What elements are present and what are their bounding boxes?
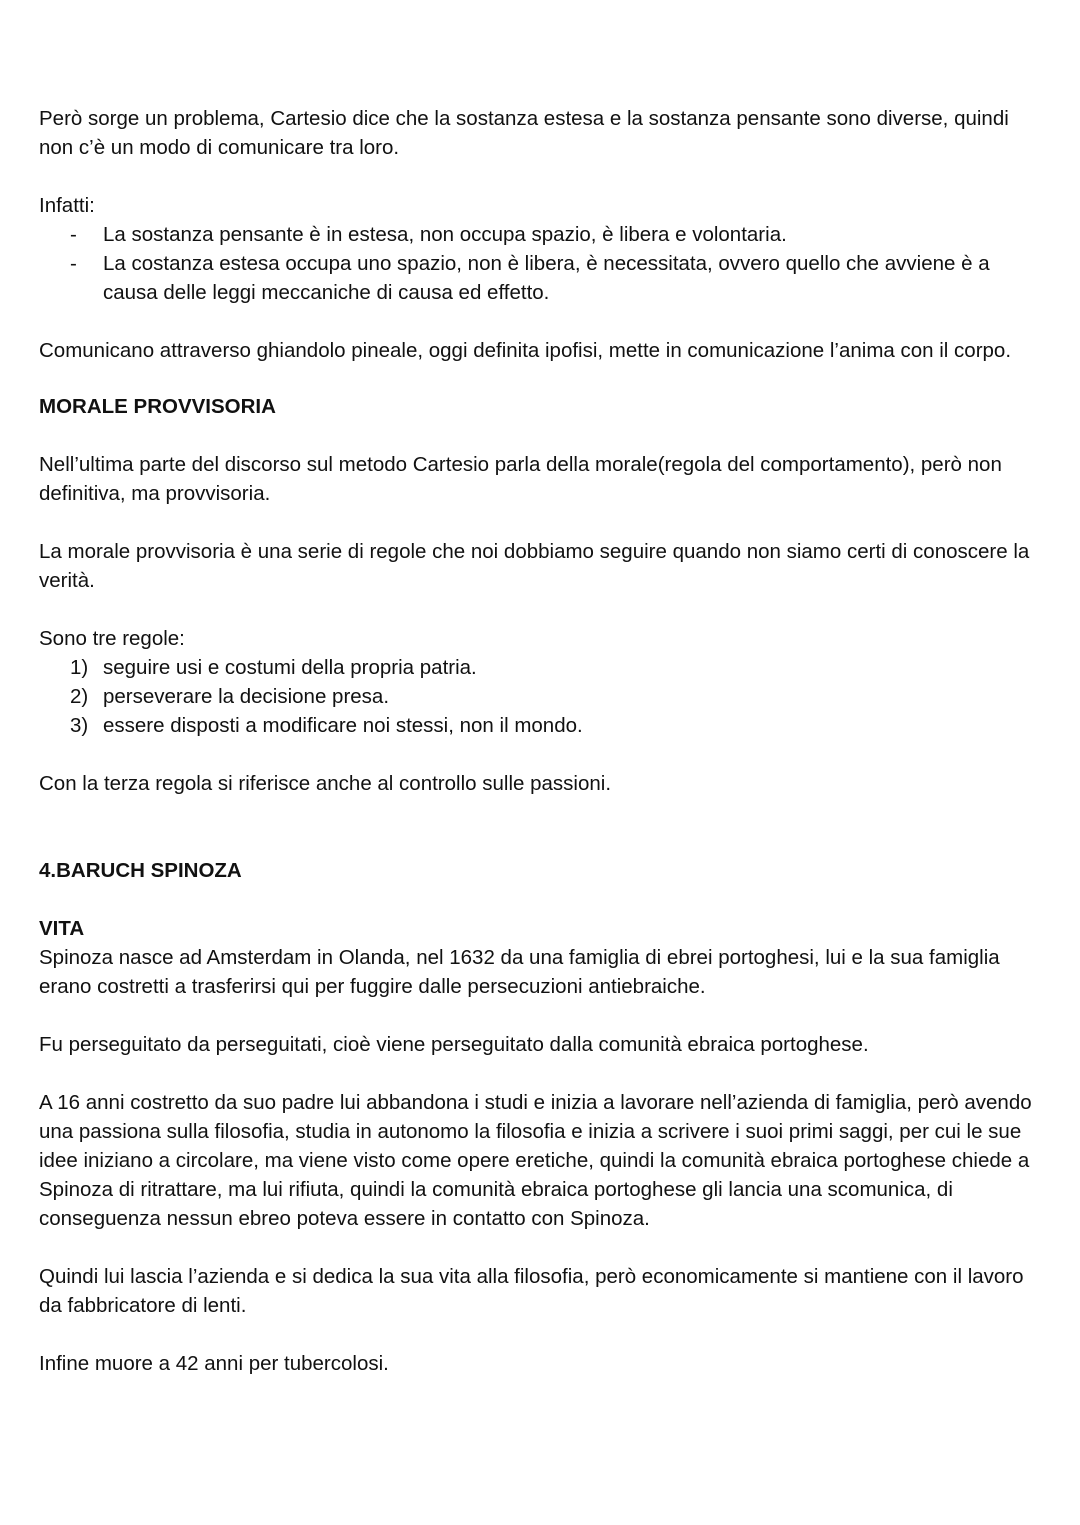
vita-heading: VITA (39, 917, 85, 940)
vita-paragraph-1: Spinoza nasce ad Amsterdam in Olanda, nel 1632 da una famiglia di ebrei portoghesi, lui e la sua famiglia erano costretti a trasferirsi qui per fuggire dalle persecuzioni antiebraiche. (39, 946, 1000, 998)
rule-number: 2) (70, 685, 89, 708)
rule-text: essere disposti a modificare noi stessi, non il mondo. (103, 714, 583, 737)
list-item-text: La costanza estesa occupa uno spazio, non è libera, è necessitata, ovvero quello che avviene è a causa delle leggi meccaniche di causa ed effetto. (103, 252, 990, 304)
list-item (39, 711, 1044, 740)
dash-marker: - (70, 223, 77, 246)
list-item-text: La sostanza pensante è in estesa, non occupa spazio, è libera e volontaria. (103, 223, 787, 246)
rule-text: perseverare la decisione presa. (103, 685, 390, 708)
spinoza-heading: 4.BARUCH SPINOZA (39, 859, 242, 882)
vita-paragraph-4: Quindi lui lascia l’azienda e si dedica la sua vita alla filosofia, però economicamente si mantiene con il lavoro da fabbricatore di lenti. (39, 1265, 1024, 1317)
vita-paragraph-2: Fu perseguitato da perseguitati, cioè viene perseguitato dalla comunità ebraica portoghese. (39, 1033, 869, 1056)
rule-number: 1) (70, 656, 89, 679)
morale-paragraph-1: Nell’ultima parte del discorso sul metodo Cartesio parla della morale(regola del comportamento), però non definitiva, ma provvisoria. (39, 453, 1002, 505)
morale-paragraph-2: La morale provvisoria è una serie di regole che noi dobbiamo seguire quando non siamo certi di conoscere la verità. (39, 540, 1030, 592)
list-item (39, 653, 1044, 682)
infatti-label: Infatti: (39, 194, 95, 217)
passions-paragraph: Con la terza regola si riferisce anche al controllo sulle passioni. (39, 772, 612, 795)
intro-paragraph: Però sorge un problema, Cartesio dice che la sostanza estesa e la sostanza pensante sono diverse, quindi non c’è un modo di comunicare tra loro. (39, 107, 1009, 159)
rules-list (39, 653, 1044, 740)
document-page (39, 104, 1044, 1378)
rule-number: 3) (70, 714, 89, 737)
dash-marker: - (70, 252, 77, 275)
vita-paragraph-3: A 16 anni costretto da suo padre lui abbandona i studi e inizia a lavorare nell’azienda di famiglia, però avendo una passiona sulla filosofia, studia in autonomo la filosofia e inizia a scrivere i suoi primi saggi, per cui le sue idee iniziano a circolare, ma viene visto come opere eretiche, quindi la comunità ebraica portoghese chiede a Spinoza di ritrattare, ma lui rifiuta, quindi la comunità ebraica portoghese gli lancia una scomunica, di conseguenza nessun ebreo poteva essere in contatto con Spinoza. (39, 1091, 1032, 1230)
morale-heading: MORALE PROVVISORIA (39, 395, 276, 418)
vita-paragraph-5: Infine muore a 42 anni per tubercolosi. (39, 1352, 389, 1375)
pineal-paragraph: Comunicano attraverso ghiandolo pineale, oggi definita ipofisi, mette in comunicazione l’anima con il corpo. (39, 339, 1012, 362)
rules-intro: Sono tre regole: (39, 627, 185, 650)
bullet-list (39, 220, 1044, 307)
list-item (39, 249, 1044, 307)
list-item (39, 220, 1044, 249)
rule-text: seguire usi e costumi della propria patria. (103, 656, 477, 679)
list-item (39, 682, 1044, 711)
